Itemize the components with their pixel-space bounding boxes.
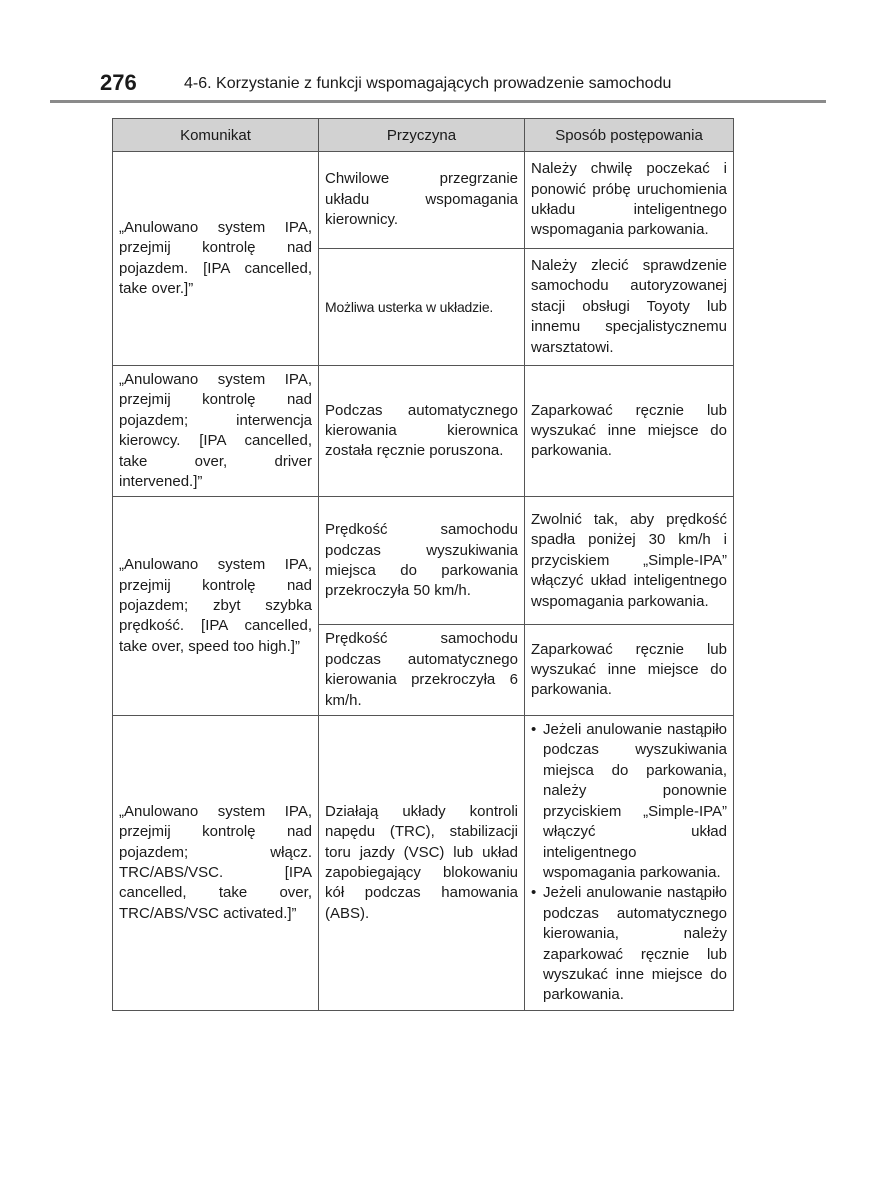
page-header	[100, 70, 830, 100]
column-header-message: Komunikat	[113, 119, 319, 152]
message-cell: „Anulowano system IPA, przejmij kontrolę nad pojazdem; włącz. TRC/ABS/VSC. [IPA cancelled, take over, TRC/ABS/VSC activated.]”	[113, 716, 319, 1011]
column-header-cause: Przyczyna	[319, 119, 525, 152]
action-bullet-list	[531, 720, 727, 1006]
table-row	[113, 366, 734, 497]
message-cell: „Anulowano system IPA, przejmij kontrolę nad pojazdem; interwencja kierowcy. [IPA cancelled, take over, driver intervened.]”	[113, 366, 319, 497]
cause-cell: Chwilowe przegrzanie układu wspomagania kierownicy.	[319, 152, 525, 249]
cause-cell: Prędkość samochodu podczas wyszukiwania miejsca do parkowania przekroczyła 50 km/h.	[319, 497, 525, 625]
messages-table	[112, 118, 734, 1011]
cause-cell: Możliwa usterka w układzie.	[319, 249, 525, 366]
message-cell: „Anulowano system IPA, przejmij kontrolę nad pojazdem; zbyt szybka prędkość. [IPA cancelled, take over, speed too high.]”	[113, 497, 319, 716]
page-number: 276	[100, 70, 137, 95]
action-cell: Zaparkować ręcznie lub wyszukać inne miejsce do parkowania.	[525, 625, 734, 716]
table-header-row	[113, 119, 734, 152]
action-bullet: • Jeżeli anulowanie nastąpiło podczas wyszukiwania miejsca do parkowania, należy ponownie przyciskiem „Simple-IPA” włączyć układ inteligentnego wspomagania parkowania.	[531, 720, 727, 883]
action-cell: Zaparkować ręcznie lub wyszukać inne miejsce do parkowania.	[525, 366, 734, 497]
cause-cell: Prędkość samochodu podczas automatycznego kierowania przekroczyła 6 km/h.	[319, 625, 525, 716]
action-cell	[525, 716, 734, 1011]
section-title: 4-6. Korzystanie z funkcji wspomagających prowadzenie samochodu	[184, 75, 672, 92]
action-bullet: • Jeżeli anulowanie nastąpiło podczas automatycznego kierowania, należy zaparkować ręcznie lub wyszukać inne miejsce do parkowania.	[531, 883, 727, 1005]
column-header-action: Sposób postępowania	[525, 119, 734, 152]
message-cell: „Anulowano system IPA, przejmij kontrolę nad pojazdem. [IPA cancelled, take over.]”	[113, 152, 319, 366]
table-row	[113, 152, 734, 249]
cause-cell: Działają układy kontroli napędu (TRC), stabilizacji toru jazdy (VSC) lub układ zapobiegający blokowaniu kół podczas hamowania (ABS).	[319, 716, 525, 1011]
table-row	[113, 497, 734, 625]
action-cell: Zwolnić tak, aby prędkość spadła poniżej 30 km/h i przyciskiem „Simple-IPA” włączyć układ inteligentnego wspomagania parkowania.	[525, 497, 734, 625]
header-rule	[50, 100, 826, 103]
action-cell: Należy zlecić sprawdzenie samochodu autoryzowanej stacji obsługi Toyoty lub innemu specjalistycznemu warsztatowi.	[525, 249, 734, 366]
cause-cell: Podczas automatycznego kierowania kierownica została ręcznie poruszona.	[319, 366, 525, 497]
action-cell: Należy chwilę poczekać i ponowić próbę uruchomienia układu inteligentnego wspomagania parkowania.	[525, 152, 734, 249]
table-row	[113, 716, 734, 1011]
